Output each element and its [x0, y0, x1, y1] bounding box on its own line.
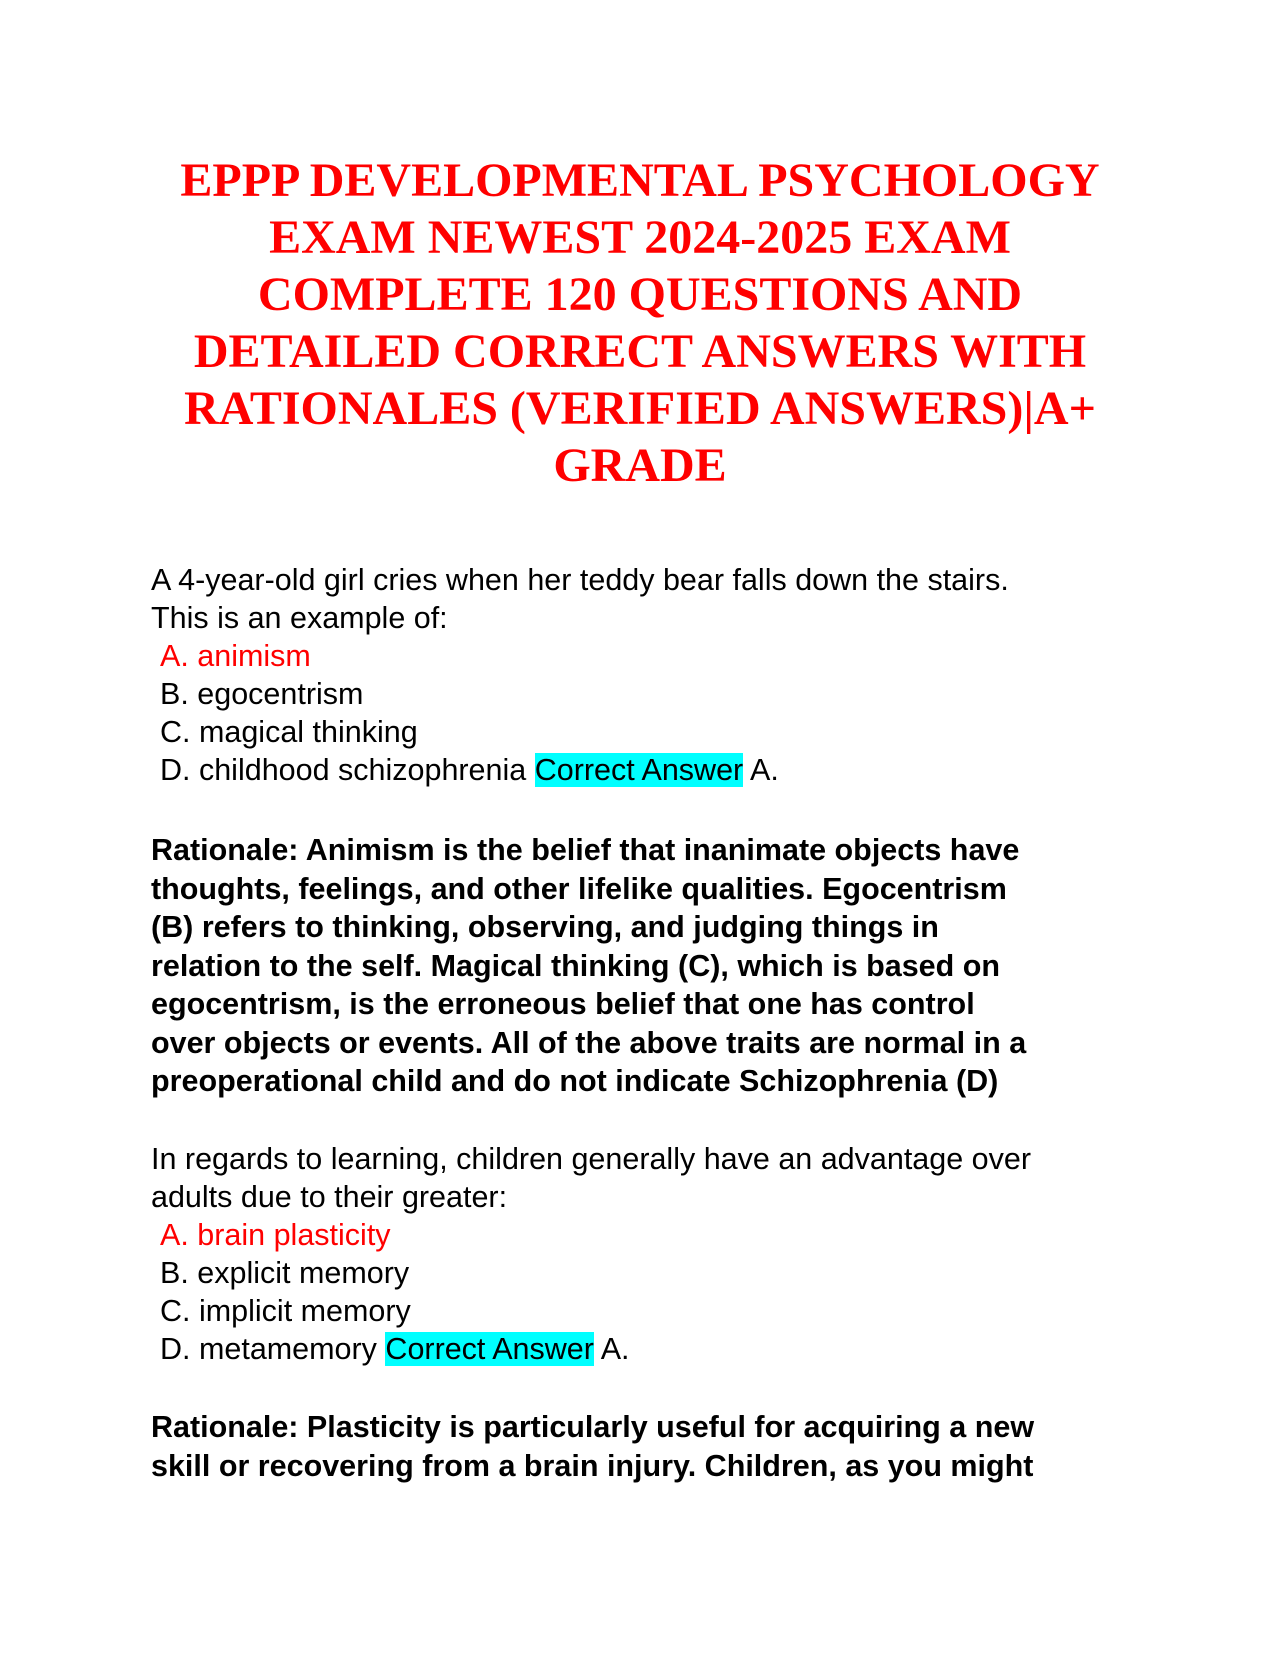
option-d: D. childhood schizophrenia [160, 753, 527, 787]
option-c: C. magical thinking [160, 715, 418, 749]
option-d-line [151, 751, 1151, 789]
question-stem-line: adults due to their greater: [151, 1180, 508, 1214]
option-a-correct: A. brain plasticity [160, 1218, 391, 1252]
rationale-line: thoughts, feelings, and other lifelike qualities. Egocentrism [151, 871, 1007, 906]
rationale-line: over objects or events. All of the above traits are normal in a [151, 1025, 1027, 1060]
answer-letter: A. [600, 1332, 630, 1366]
option-d: D. metamemory [160, 1332, 377, 1366]
rationale-line: skill or recovering from a brain injury. Children, as you might [151, 1448, 1034, 1483]
title-line: DETAILED CORRECT ANSWERS WITH [193, 325, 1087, 378]
correct-answer-highlight: Correct Answer [534, 753, 744, 787]
option-d-line [151, 1330, 1151, 1368]
option-b: B. egocentrism [160, 677, 364, 711]
rationale-line: relation to the self. Magical thinking (C), which is based on [151, 948, 1001, 983]
title-line: GRADE [553, 439, 727, 492]
rationale-line: Rationale: Animism is the belief that inanimate objects have [151, 833, 1020, 867]
correct-answer-highlight: Correct Answer [385, 1332, 594, 1366]
question-stem-line: In regards to learning, children generally have an advantage over [151, 1142, 1031, 1176]
option-a-correct: A. animism [160, 639, 311, 673]
title-line: COMPLETE 120 QUESTIONS AND [257, 268, 1023, 321]
option-b: B. explicit memory [160, 1256, 410, 1290]
rationale-line: egocentrism, is the erroneous belief that one has control [151, 987, 975, 1021]
title-line: RATIONALES (VERIFIED ANSWERS)|A+ [184, 382, 1096, 435]
title-line: EXAM NEWEST 2024-2025 EXAM [269, 211, 1011, 264]
rationale-2 [151, 1408, 1151, 1485]
question-2 [151, 1140, 1151, 1368]
question-stem-line: A 4-year-old girl cries when her teddy bear falls down the stairs. [151, 563, 1009, 597]
rationale-line: Rationale: Plasticity is particularly useful for acquiring a new [151, 1410, 1035, 1444]
document-title [120, 152, 1160, 494]
question-1 [151, 561, 1151, 789]
rationale-line: (B) refers to thinking, observing, and judging things in [151, 910, 939, 944]
answer-letter: A. [750, 753, 779, 787]
rationale-1 [151, 831, 1151, 1101]
title-line: EPPP DEVELOPMENTAL PSYCHOLOGY [180, 154, 1100, 207]
option-c: C. implicit memory [160, 1294, 411, 1328]
question-stem-line: This is an example of: [151, 601, 448, 635]
rationale-line: preoperational child and do not indicate Schizophrenia (D) [151, 1064, 999, 1098]
